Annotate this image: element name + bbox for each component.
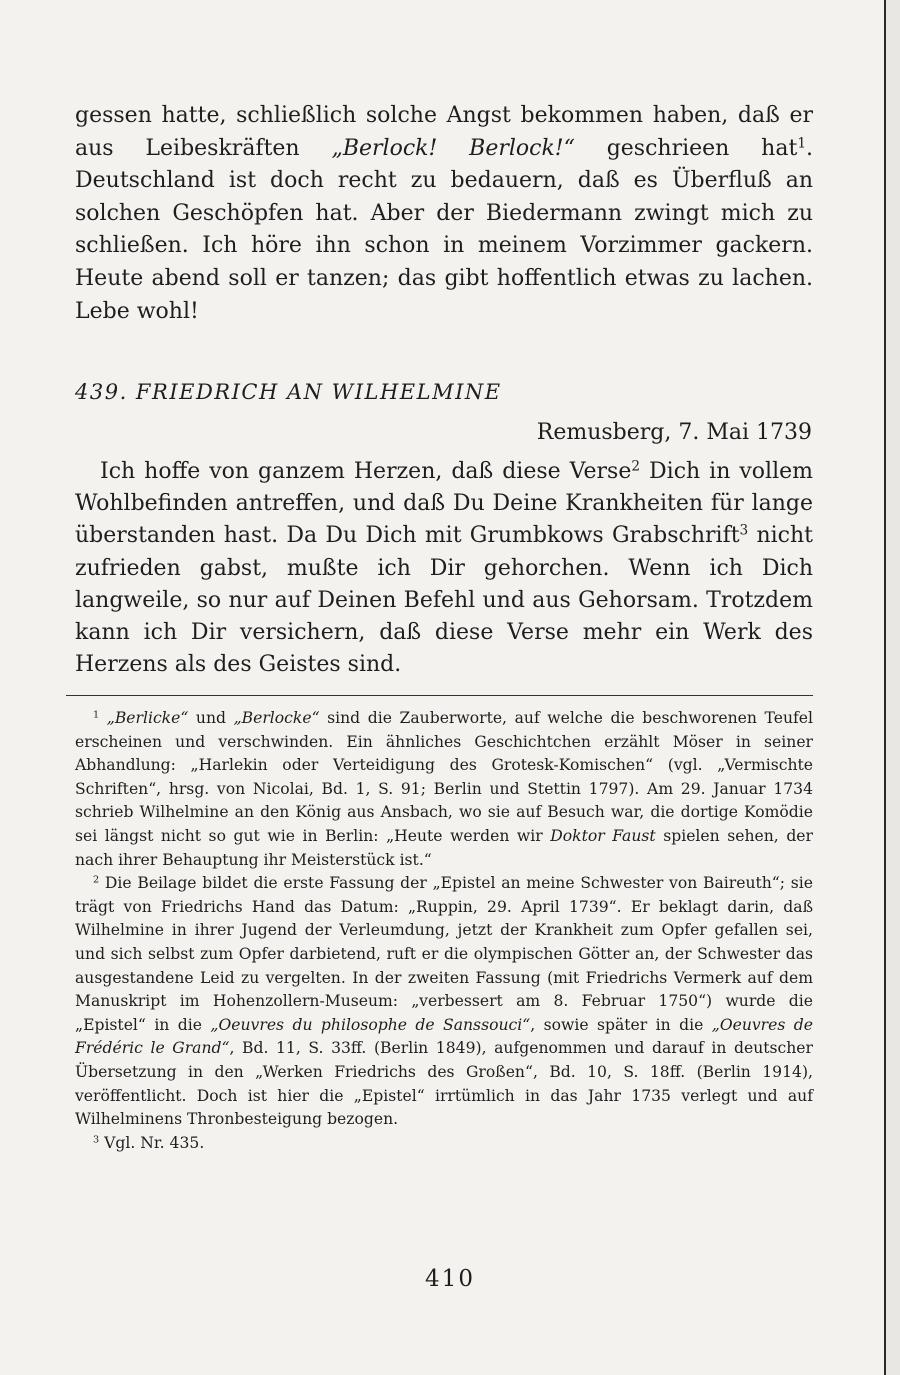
footnote-reference-2: 2 xyxy=(631,458,641,475)
footnote-mark: 2 xyxy=(93,874,100,886)
footnotes xyxy=(75,707,813,1155)
footnote-2 xyxy=(75,872,813,1132)
footnote-mark: 3 xyxy=(93,1134,100,1146)
page-number: 410 xyxy=(425,1266,475,1292)
text-segment: . Deutschland ist doch recht zu bedauern, daß es Überfluß an solchen Geschöpfen hat. Aber der Biedermann zwingt mich zu schließen. Ich höre ihn schon in meinem Vorzimmer gackern. Heute abend soll er tanzen; das gibt hoffentlich etwas zu lachen. Lebe wohl! xyxy=(75,135,813,324)
italic-term: „Berlicke“ xyxy=(106,709,189,727)
text-segment: Ich hoffe von ganzem Herzen, daß diese Verse xyxy=(100,459,632,484)
text-segment xyxy=(99,709,107,727)
text-segment: geschrieen hat xyxy=(574,135,798,161)
italic-title: Doktor Faust xyxy=(550,826,656,845)
text-segment: nicht zufrieden gabst, mußte ich Dir gehorchen. Wenn ich Dich langweile, so nur auf Deinen Befehl und aus Gehorsam. Trotzdem kann ich Dir versichern, daß diese Verse mehr ein Werk des Herzens als des Geistes sind. xyxy=(75,523,813,678)
text-segment: sind die Zauberworte, auf welche die beschworenen Teufel erscheinen und verschwinden. Ein ähnliches Geschichtchen erzählt Möser in seiner Abhandlung: „Harlekin oder Verteidigung des Grotesk-Komischen“ (vgl. „Vermischte Schriften“, hrsg. von Nicolai, Bd. 1, S. 91; Berlin und Stettin 1797). Am 29. Januar 1734 schrieb Wilhelmine an den König aus Ansbach, wo sie auf Besuch war, die dortige Komödie sei längst nicht so gut wie in Berlin: „Heute werden wir xyxy=(75,709,813,845)
footnote-3 xyxy=(75,1132,813,1156)
italic-title: „Oeuvres du philosophe de Sanssouci“ xyxy=(210,1015,531,1034)
letter-body xyxy=(75,456,813,681)
text-segment: gessen hatte, schließlich solche Angst bekommen haben, daß er aus Leibeskräften xyxy=(75,103,813,161)
italic-title: „Oeuvres de Frédéric le Grand“ xyxy=(75,1015,814,1058)
text-segment: spielen sehen, der nach ihrer Behauptung ihr Meisterstück ist.“ xyxy=(75,826,813,869)
footnote-mark: 1 xyxy=(93,709,100,721)
footnote-reference-3: 3 xyxy=(739,522,749,539)
footnote-1 xyxy=(75,707,813,872)
text-segment: Dich in vollem Wohlbefinden antreffen, und daß Du Deine Krankheiten für lange überstanden hast. Da Du Dich mit Grumbkows Grabschrift xyxy=(75,459,813,549)
continued-letter-text xyxy=(75,100,813,328)
text-segment: Vgl. Nr. 435. xyxy=(99,1133,205,1152)
italic-term: „Berlocke“ xyxy=(233,709,320,727)
page-edge-line xyxy=(884,0,886,1375)
text-segment: Die Beilage bildet die erste Fassung der „Epistel an meine Schwester von Baireuth“; sie trägt von Friedrichs Hand das Datum: „Ruppin, 29. April 1739“. Er beklagt darin, daß Wilhelmine in ihrer Jugend der Verleumdung, jetzt der Krankheit zum Opfer gefallen sei, und sich selbst zum Opfer darbietend, ruft er die olympischen Götter an, der Schwester das ausgestandene Leid zu vergelten. In der zweiten Fassung (mit Friedrichs Vermerk auf dem Manuskript im Hohenzollern-Museum: „verbessert am 8. Februar 1750“) wurde die „Epistel“ in die xyxy=(75,874,813,1034)
page-edge-shadow xyxy=(886,0,900,1375)
footnote-divider xyxy=(66,695,813,696)
italic-quote: „Berlock! Berlock!“ xyxy=(331,135,575,161)
text-segment: , sowie später in die xyxy=(530,1015,712,1034)
text-segment: , Bd. 11, S. 33ff. (Berlin 1849), aufgenommen und darauf in deutscher Übersetzung in den „Werken Friedrichs des Großen“, Bd. 10, S. 18ff. (Berlin 1914), veröffentlicht. Doch ist hier die „Epistel“ irrtümlich in das Jahr 1735 verlegt und auf Wilhelminens Thronbesteigung bezogen. xyxy=(75,1039,813,1129)
letter-heading: 439. FRIEDRICH AN WILHELMINE xyxy=(75,380,502,404)
text-segment: und xyxy=(188,709,234,727)
letter-dateline: Remusberg, 7. Mai 1739 xyxy=(536,420,812,445)
footnote-reference-1: 1 xyxy=(797,135,806,152)
